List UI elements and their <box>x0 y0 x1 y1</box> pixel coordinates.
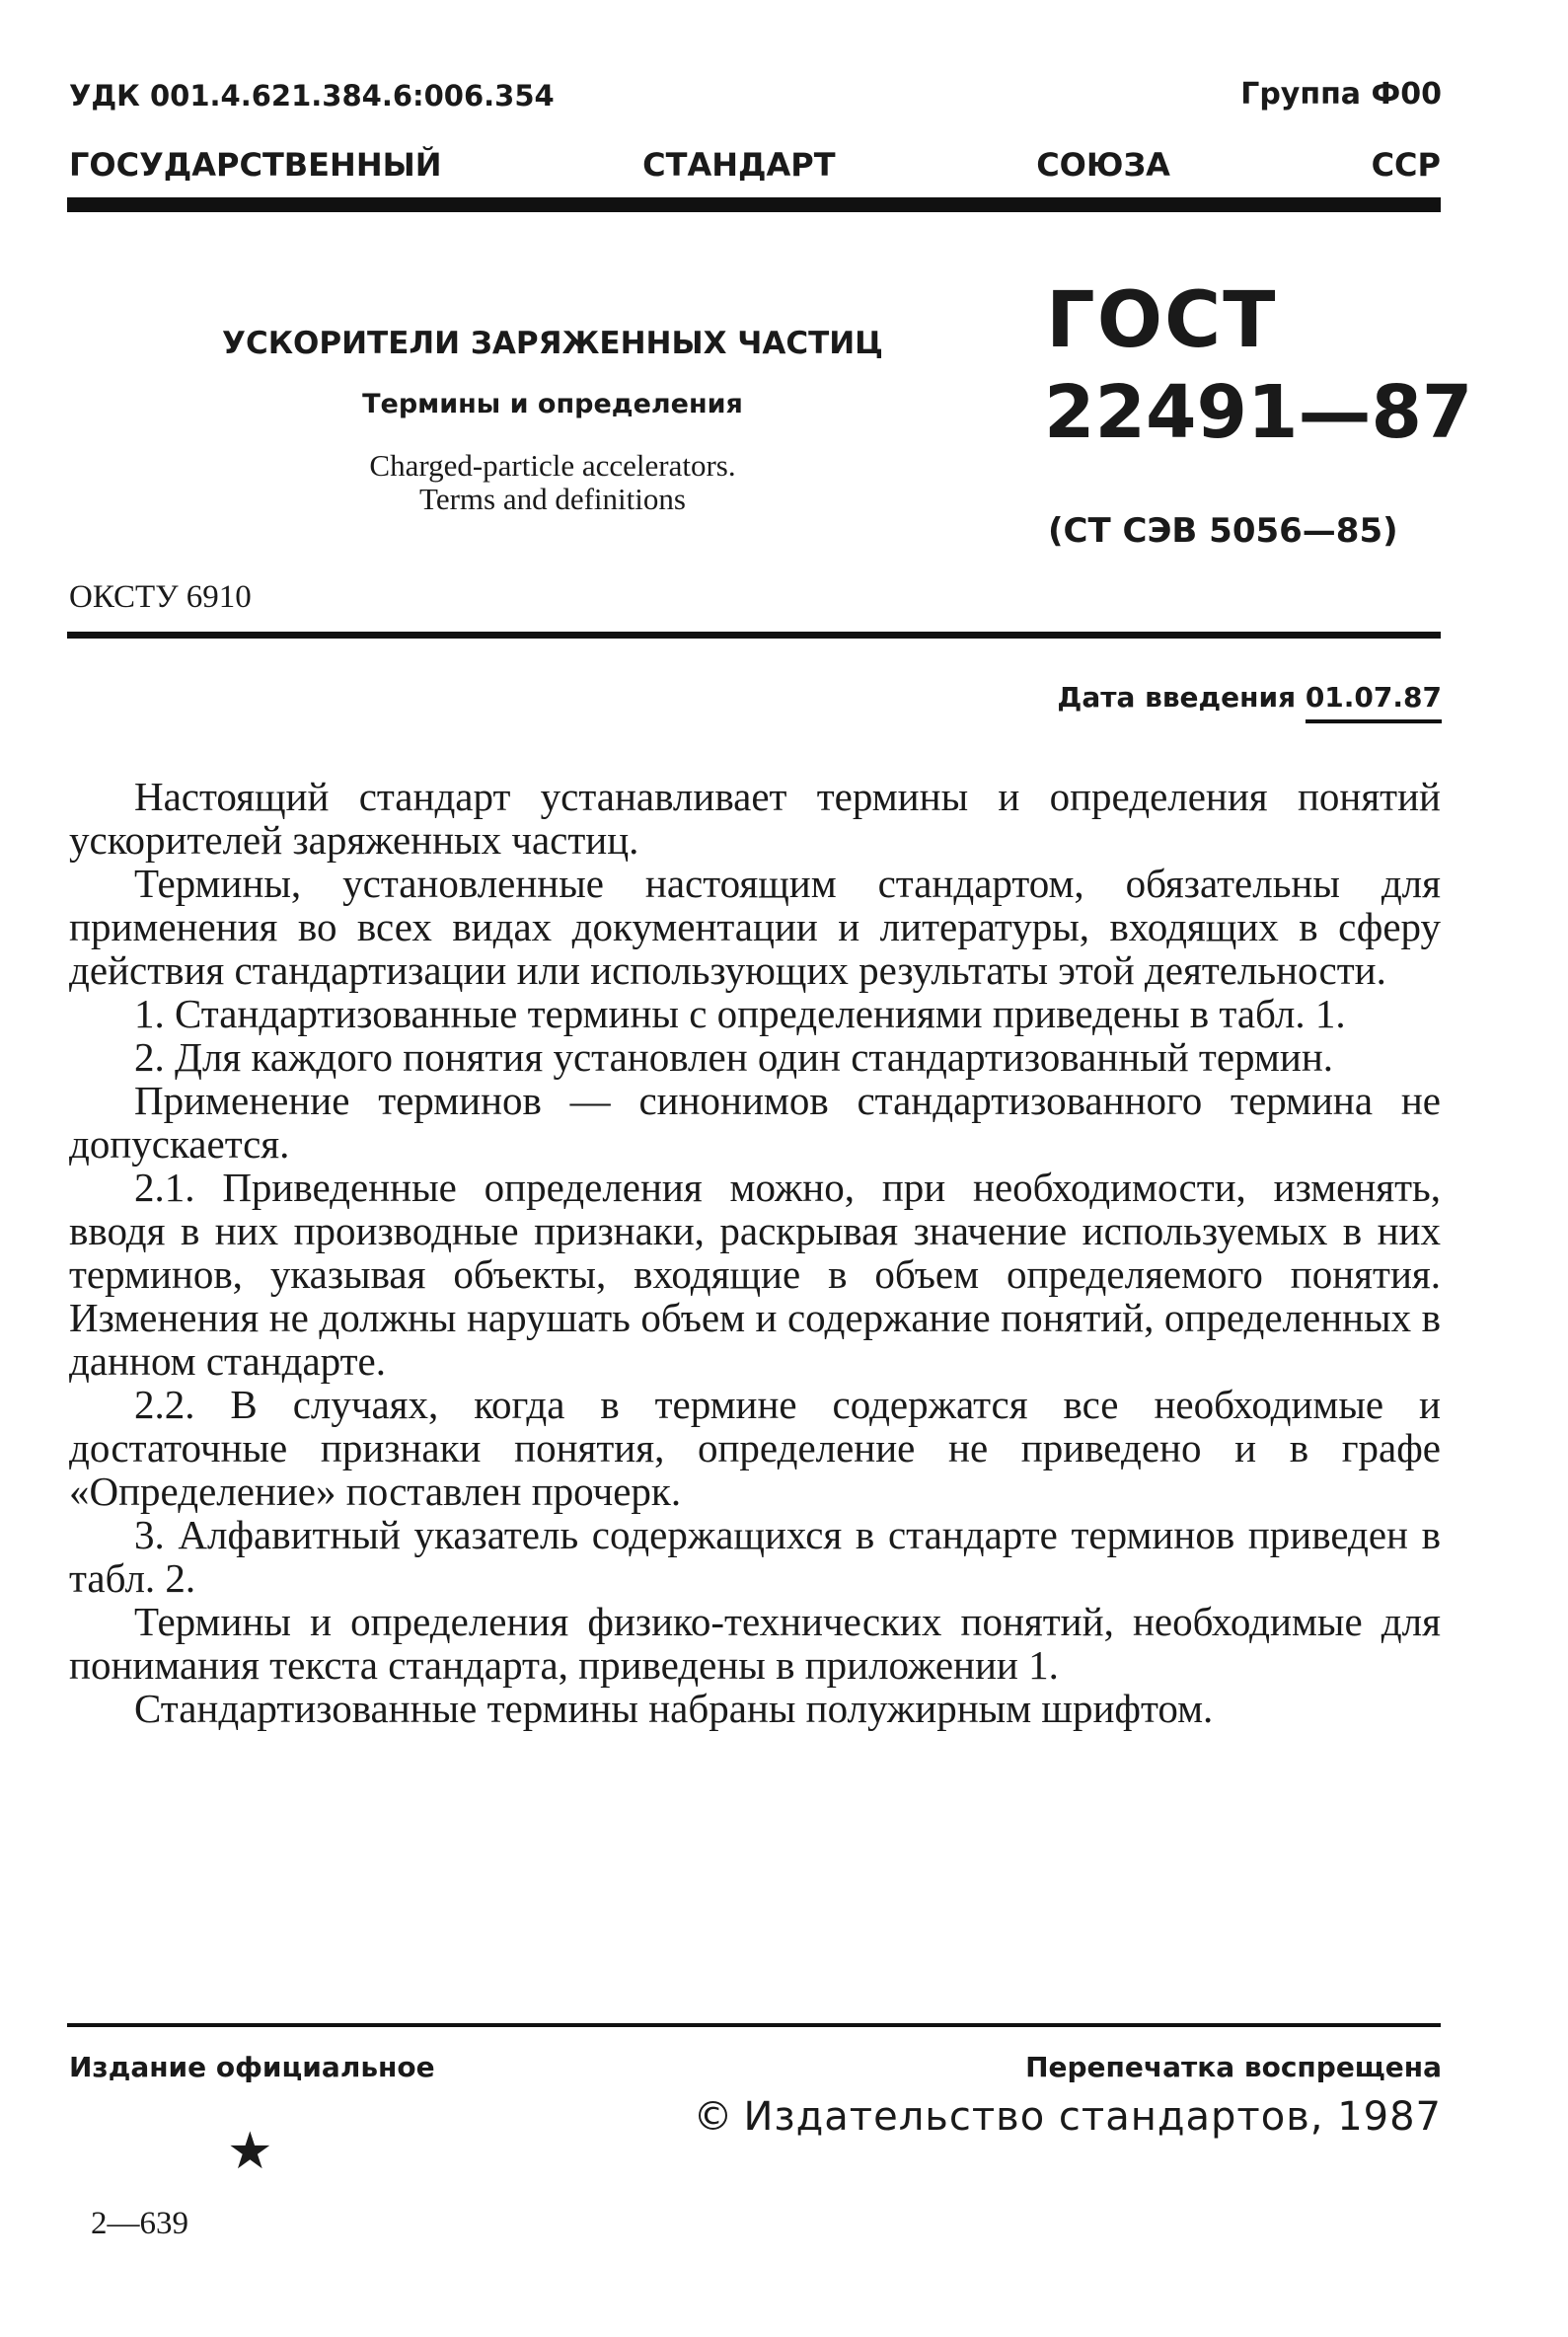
title-en <box>118 449 987 516</box>
gost-number: 22491—87 <box>1044 370 1473 455</box>
copyright-text: Издательство стандартов, 1987 <box>743 2094 1442 2140</box>
paragraph: Стандартизованные термины набраны полужирным шрифтом. <box>134 1686 1214 1731</box>
heading-word: СОЮЗА <box>1036 146 1170 184</box>
edition-note: Издание официальное <box>69 2051 435 2083</box>
paragraph: 3. Алфавитный указатель содержащихся в стандарте терминов приведен в табл. 2. <box>69 1512 1441 1601</box>
paragraph: 2.1. Приведенные определения можно, при необходимости, изменять, вводя в них производные признаки, раскрывая значение используемых в них терминов, указывая объекты, входящие в объем определяемого понятия. Изменения не должны нарушать объем и содержание понятий, определенных в данном стандарте. <box>69 1165 1441 1384</box>
okstu-code: ОКСТУ 6910 <box>69 579 252 615</box>
paragraph: 2. Для каждого понятия установлен один стандартизованный термин. <box>134 1034 1334 1080</box>
middle-rule <box>67 632 1441 639</box>
subtitle-ru: Термины и определения <box>362 389 743 419</box>
paragraph: 1. Стандартизованные термины с определениями приведены в табл. 1. <box>134 991 1346 1036</box>
gost-label: ГОСТ <box>1046 276 1278 365</box>
heading-word: СТАНДАРТ <box>642 146 836 184</box>
paragraph: Термины и определения физико-технических понятий, необходимые для понимания текста стандарта, приведены в приложении 1. <box>69 1599 1441 1688</box>
title-en-line: Charged-particle accelerators. <box>369 448 736 483</box>
title-ru: УСКОРИТЕЛИ ЗАРЯЖЕННЫХ ЧАСТИЦ <box>222 326 883 361</box>
paragraph: Настоящий стандарт устанавливает термины и определения понятий ускорителей заряженных частиц. <box>69 774 1441 863</box>
title-en-line: Terms and definitions <box>419 482 686 516</box>
copyright-line <box>693 2094 1442 2140</box>
star-icon: ★ <box>227 2122 273 2181</box>
udk-code: УДК 001.4.621.384.6:006.354 <box>69 79 555 113</box>
date-introduction <box>1057 681 1442 723</box>
bottom-rule <box>67 2023 1441 2027</box>
date-value: 01.07.87 <box>1306 681 1442 723</box>
reprint-note: Перепечатка воспрещена <box>1025 2051 1442 2083</box>
body-text <box>69 775 1441 1730</box>
paragraph: 2.2. В случаях, когда в термине содержатся все необходимые и достаточные признаки понятия, определение не приведено и в графе «Определение» поставлен прочерк. <box>69 1382 1441 1514</box>
paragraph: Термины, установленные настоящим стандартом, обязательны для применения во всех видах документации и литературы, входящих в сферу действия стандартизации или использующих результаты этой деятельности. <box>69 861 1441 993</box>
paragraph: Применение терминов — синонимов стандартизованного термина не допускается. <box>69 1078 1441 1167</box>
group-code: Группа Ф00 <box>1240 77 1442 112</box>
heading-word: ССР <box>1371 146 1441 184</box>
copyright-icon: © <box>693 2094 734 2140</box>
top-rule <box>67 197 1441 212</box>
heading-word: ГОСУДАРСТВЕННЫЙ <box>69 146 442 184</box>
date-label: Дата введения <box>1057 681 1297 714</box>
state-standard-heading <box>69 146 1441 184</box>
print-code: 2—639 <box>91 2206 188 2241</box>
st-sev-reference: (СТ СЭВ 5056—85) <box>1048 511 1398 551</box>
